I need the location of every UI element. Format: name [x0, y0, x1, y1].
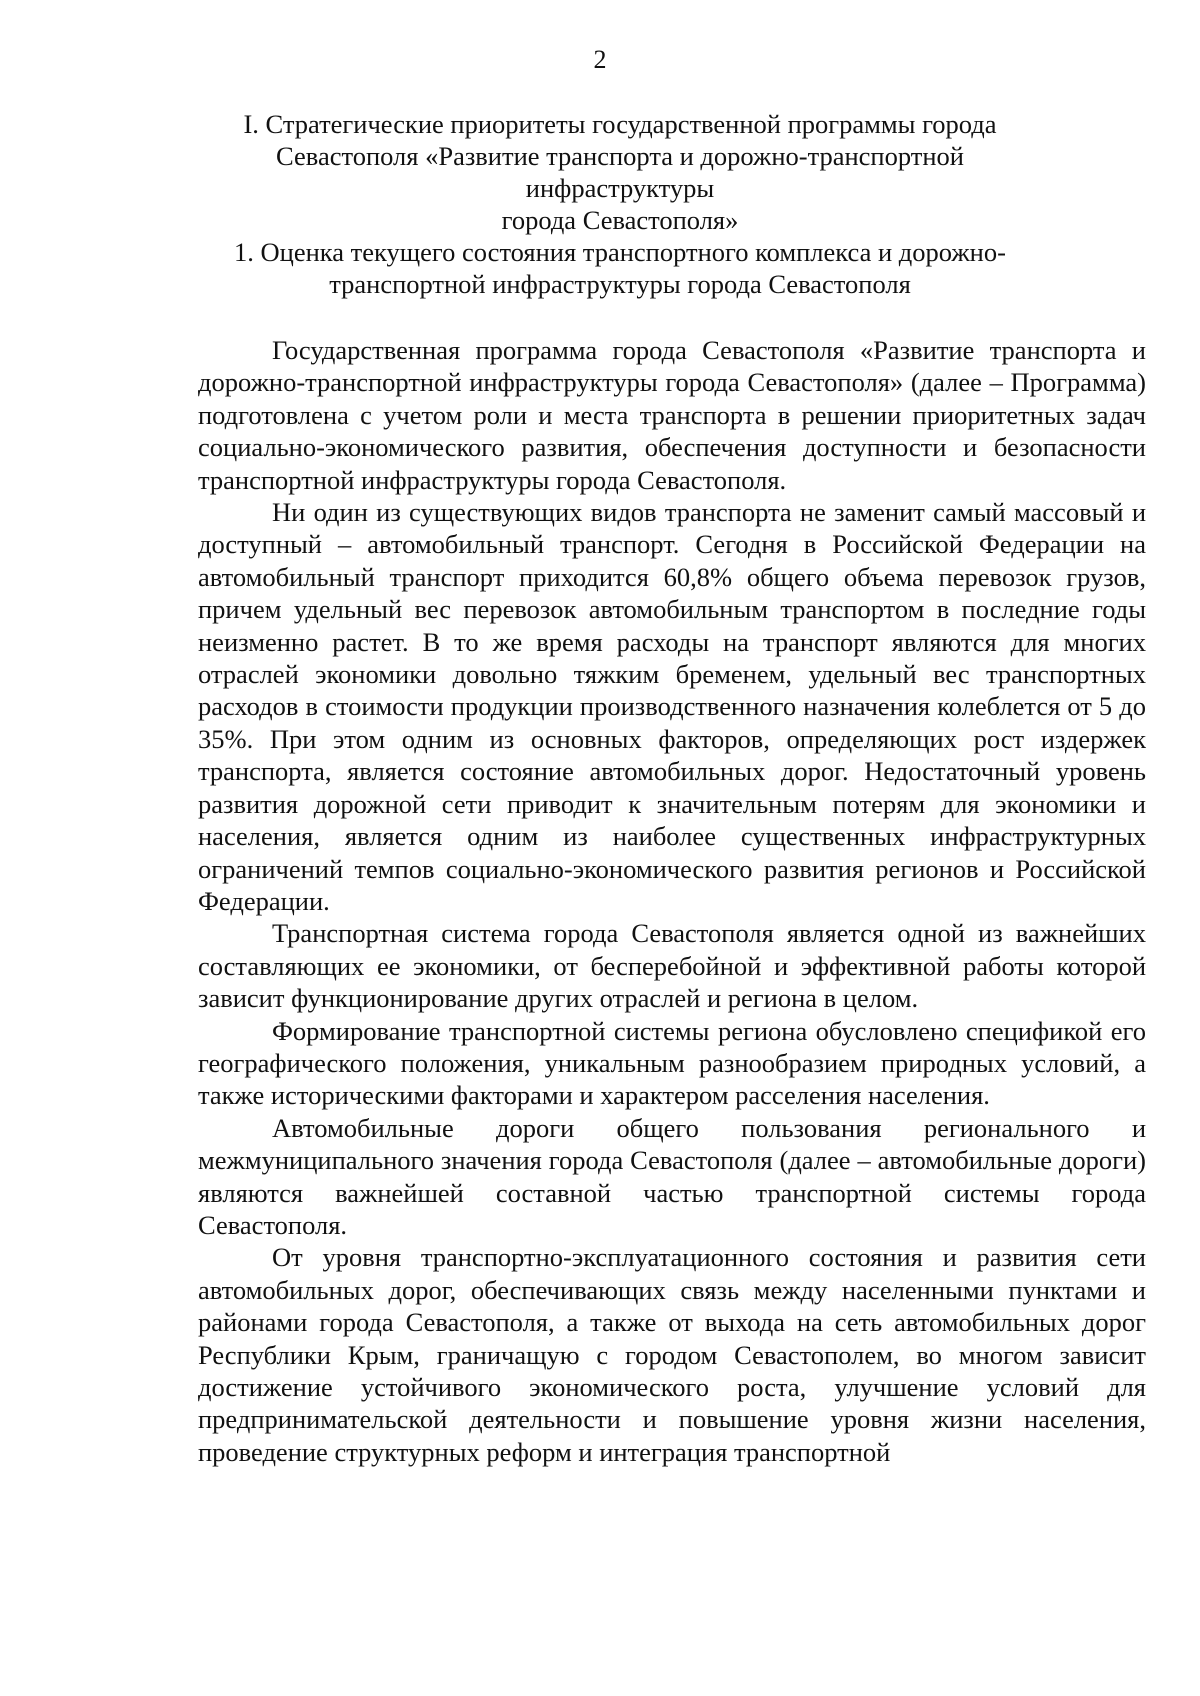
document-body — [198, 334, 1146, 1468]
paragraph: От уровня транспортно-эксплуатационного состояния и развития сети автомобильных дорог, обеспечивающих связь между населенными пунктами и районами города Севастополя, а также от выхода на сеть автомобильных дорог Республики Крым, граничащую с городом Севастополем, во многом зависит достижение устойчивого экономического роста, улучшение условий для предпринимательской деятельности и повышение уровня жизни населения, проведение структурных реформ и интеграция транспортной — [198, 1242, 1146, 1467]
section-title-line: Севастополя «Развитие транспорта и дорожно-транспортной инфраструктуры — [276, 141, 964, 203]
page-number: 2 — [593, 45, 607, 74]
subsection-title-line: 1. Оценка текущего состояния транспортного комплекса и дорожно- — [234, 237, 1006, 267]
paragraph: Формирование транспортной системы региона обусловлено спецификой его географического положения, уникальным разнообразием природных условий, а также историческими факторами и характером расселения населения. — [198, 1015, 1146, 1111]
subsection-title — [180, 236, 1060, 300]
paragraph: Автомобильные дороги общего пользования регионального и межмуниципального значения города Севастополя (далее – автомобильные дороги) являются важнейшей составной частью транспортной системы города Севастополя. — [198, 1112, 1146, 1240]
paragraph: Ни один из существующих видов транспорта не заменит самый массовый и доступный – автомобильный транспорт. Сегодня в Российской Федерации на автомобильный транспорт приходится 60,8% общего объема перевозок грузов, причем удельный вес перевозок автомобильным транспортом в последние годы неизменно растет. В то же время расходы на транспорт являются для многих отраслей экономики довольно тяжким бременем, удельный вес транспортных расходов в стоимости продукции производственного назначения колеблется от 5 до 35%. При этом одним из основных факторов, определяющих рост издержек транспорта, является состояние автомобильных дорог. Недостаточный уровень развития дорожной сети приводит к значительным потерям для экономики и населения, является одним из наиболее существенных инфраструктурных ограничений темпов социально-экономического развития регионов и Российской Федерации. — [198, 497, 1146, 916]
section-title-line: I. Стратегические приоритеты государственной программы города — [243, 109, 997, 139]
paragraph: Государственная программа города Севастополя «Развитие транспорта и дорожно-транспортной инфраструктуры города Севастополя» (далее – Программа) подготовлена с учетом роли и места транспорта в решении приоритетных задач социально-экономического развития, обеспечения доступности и безопасности транспортной инфраструктуры города Севастополя. — [198, 335, 1146, 495]
section-title-line: города Севастополя» — [501, 205, 739, 235]
paragraph: Транспортная система города Севастополя является одной из важнейших составляющих ее экономики, от бесперебойной и эффективной работы которой зависит функционирование других отраслей и региона в целом. — [198, 918, 1146, 1014]
subsection-title-line: транспортной инфраструктуры города Севастополя — [329, 269, 911, 299]
section-title — [180, 108, 1060, 236]
